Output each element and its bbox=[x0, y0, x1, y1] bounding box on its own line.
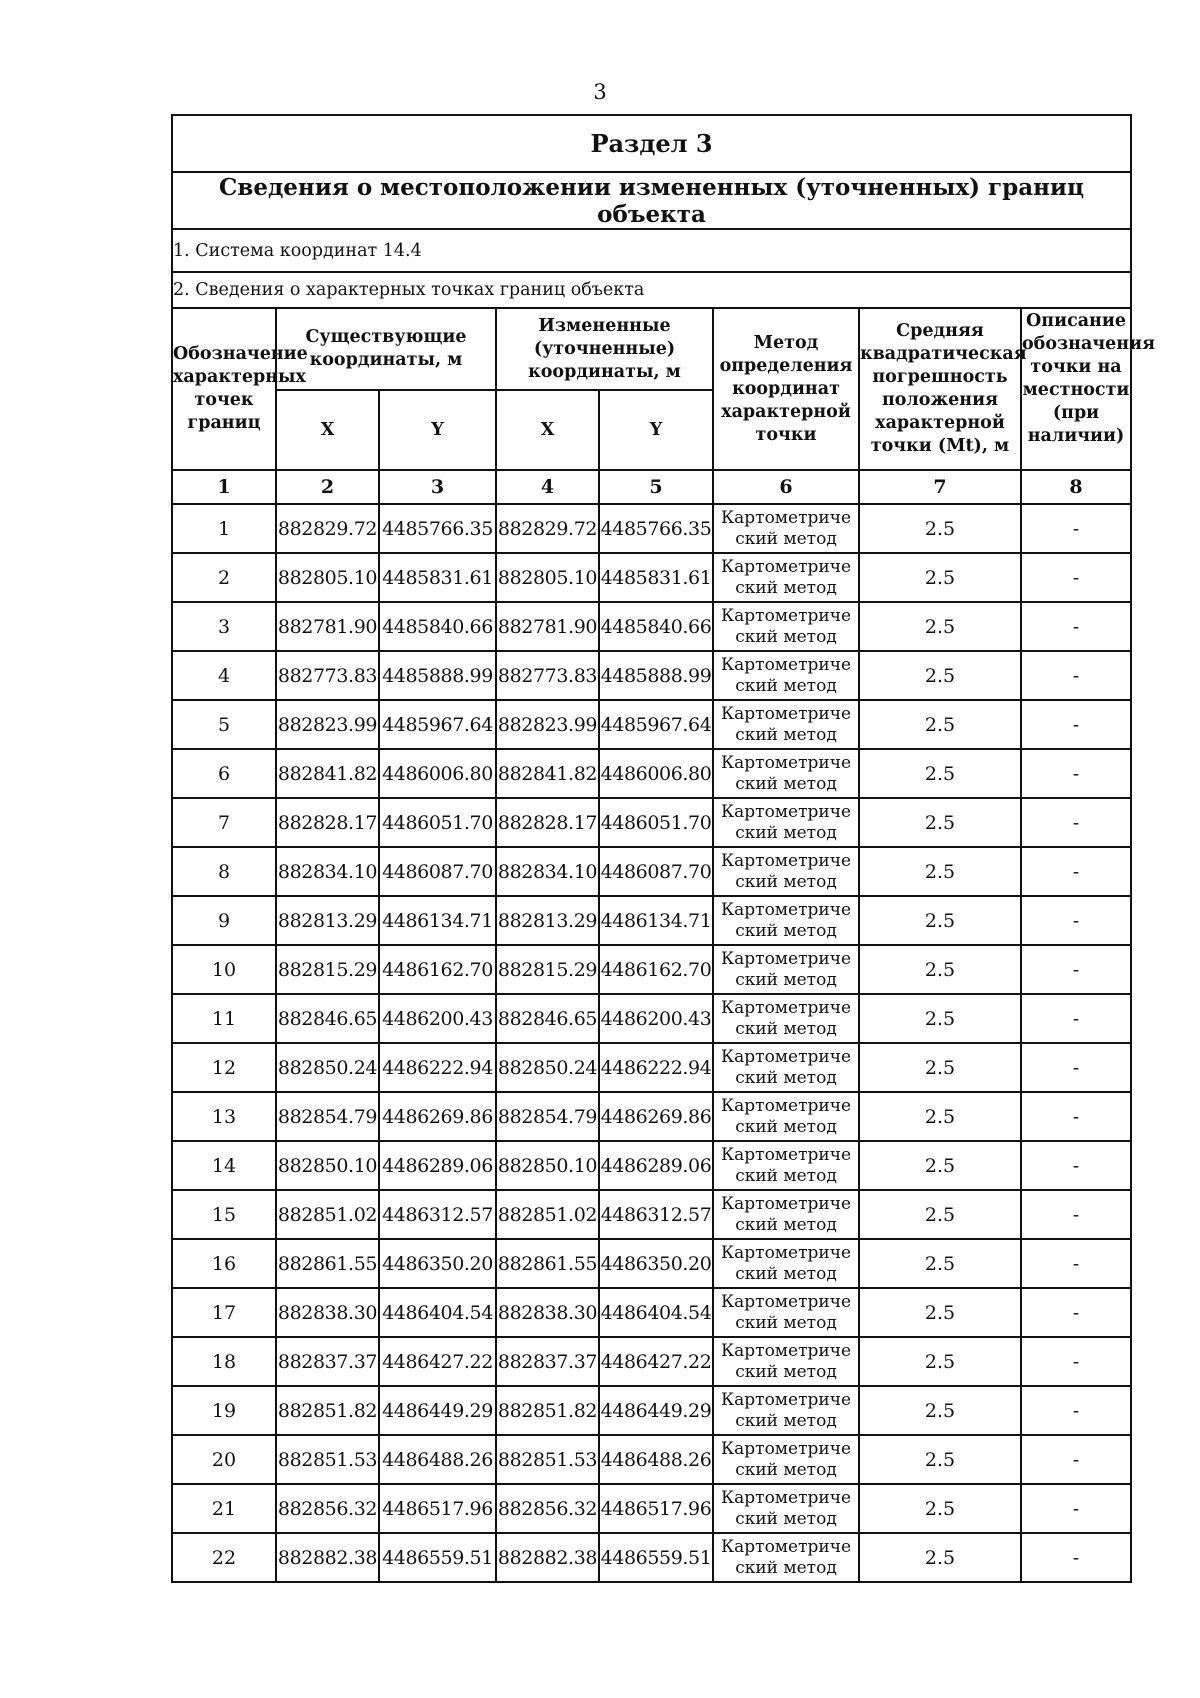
method-line-2: ский метод bbox=[735, 1459, 837, 1480]
method-line-1: Картометриче bbox=[720, 899, 851, 920]
mean-error-cell: 2.5 bbox=[859, 1239, 1021, 1288]
existing-x-cell: 882851.02 bbox=[276, 1190, 379, 1239]
table-row bbox=[172, 896, 1131, 945]
point-number-cell: 14 bbox=[172, 1141, 276, 1190]
existing-x-cell: 882815.29 bbox=[276, 945, 379, 994]
existing-x-cell: 882846.65 bbox=[276, 994, 379, 1043]
changed-y-cell: 4486517.96 bbox=[599, 1484, 713, 1533]
description-cell: - bbox=[1021, 1092, 1131, 1141]
point-number-cell: 7 bbox=[172, 798, 276, 847]
method-line-2: ский метод bbox=[735, 1557, 837, 1578]
method-cell bbox=[713, 553, 859, 602]
method-cell bbox=[713, 651, 859, 700]
column-number: 1 bbox=[172, 470, 276, 504]
point-number-cell: 16 bbox=[172, 1239, 276, 1288]
existing-y-cell: 4486162.70 bbox=[379, 945, 496, 994]
mean-error-cell: 2.5 bbox=[859, 1337, 1021, 1386]
mean-error-cell: 2.5 bbox=[859, 1533, 1021, 1582]
changed-x-cell: 882846.65 bbox=[496, 994, 599, 1043]
mean-error-cell: 2.5 bbox=[859, 1386, 1021, 1435]
method-line-2: ский метод bbox=[735, 1410, 837, 1431]
method-cell bbox=[713, 798, 859, 847]
method-line-2: ский метод bbox=[735, 969, 837, 990]
mean-error-cell: 2.5 bbox=[859, 896, 1021, 945]
mean-error-cell: 2.5 bbox=[859, 700, 1021, 749]
existing-y-cell: 4485888.99 bbox=[379, 651, 496, 700]
description-cell: - bbox=[1021, 896, 1131, 945]
method-cell bbox=[713, 700, 859, 749]
points-heading: 2. Сведения о характерных точках границ объекта bbox=[172, 272, 1131, 308]
existing-y-cell: 4486517.96 bbox=[379, 1484, 496, 1533]
changed-y-cell: 4486006.80 bbox=[599, 749, 713, 798]
changed-x-cell: 882850.24 bbox=[496, 1043, 599, 1092]
method-line-2: ский метод bbox=[735, 1018, 837, 1039]
description-cell: - bbox=[1021, 651, 1131, 700]
header-point-designation: Обозначение характерных точек границ bbox=[172, 308, 276, 470]
changed-x-cell: 882851.02 bbox=[496, 1190, 599, 1239]
changed-y-cell: 4486200.43 bbox=[599, 994, 713, 1043]
description-cell: - bbox=[1021, 945, 1131, 994]
description-cell: - bbox=[1021, 749, 1131, 798]
table-row bbox=[172, 994, 1131, 1043]
table-row bbox=[172, 798, 1131, 847]
method-cell bbox=[713, 1043, 859, 1092]
table-row bbox=[172, 1239, 1131, 1288]
existing-x-cell: 882805.10 bbox=[276, 553, 379, 602]
method-cell bbox=[713, 896, 859, 945]
table-row bbox=[172, 1337, 1131, 1386]
existing-x-cell: 882813.29 bbox=[276, 896, 379, 945]
description-cell: - bbox=[1021, 847, 1131, 896]
point-number-cell: 19 bbox=[172, 1386, 276, 1435]
mean-error-cell: 2.5 bbox=[859, 1484, 1021, 1533]
header-changed-y: Y bbox=[599, 390, 713, 470]
existing-x-cell: 882838.30 bbox=[276, 1288, 379, 1337]
description-cell: - bbox=[1021, 1484, 1131, 1533]
table-row bbox=[172, 602, 1131, 651]
existing-x-cell: 882856.32 bbox=[276, 1484, 379, 1533]
table-row bbox=[172, 1435, 1131, 1484]
existing-x-cell: 882882.38 bbox=[276, 1533, 379, 1582]
existing-y-cell: 4486222.94 bbox=[379, 1043, 496, 1092]
header-description: Описание обозначения точки на местности (при наличии) bbox=[1021, 308, 1131, 470]
changed-y-cell: 4486488.26 bbox=[599, 1435, 713, 1484]
existing-x-cell: 882834.10 bbox=[276, 847, 379, 896]
method-line-1: Картометриче bbox=[720, 1046, 851, 1067]
table-row bbox=[172, 1484, 1131, 1533]
existing-y-cell: 4486087.70 bbox=[379, 847, 496, 896]
mean-error-cell: 2.5 bbox=[859, 1190, 1021, 1239]
method-line-2: ский метод bbox=[735, 724, 837, 745]
existing-y-cell: 4486289.06 bbox=[379, 1141, 496, 1190]
point-number-cell: 6 bbox=[172, 749, 276, 798]
method-line-1: Картометриче bbox=[720, 1291, 851, 1312]
existing-x-cell: 882861.55 bbox=[276, 1239, 379, 1288]
method-line-1: Картометриче bbox=[720, 1144, 851, 1165]
method-line-1: Картометриче bbox=[720, 556, 851, 577]
mean-error-cell: 2.5 bbox=[859, 1141, 1021, 1190]
description-cell: - bbox=[1021, 700, 1131, 749]
method-line-2: ский метод bbox=[735, 1165, 837, 1186]
section-title: Раздел 3 bbox=[172, 115, 1131, 172]
point-number-cell: 1 bbox=[172, 504, 276, 553]
header-mean-error: Средняя квадратическая погрешность положения характерной точки (Mt), м bbox=[859, 308, 1021, 470]
point-number-cell: 22 bbox=[172, 1533, 276, 1582]
existing-x-cell: 882854.79 bbox=[276, 1092, 379, 1141]
changed-y-cell: 4486559.51 bbox=[599, 1533, 713, 1582]
changed-x-cell: 882838.30 bbox=[496, 1288, 599, 1337]
method-cell bbox=[713, 1435, 859, 1484]
changed-x-cell: 882813.29 bbox=[496, 896, 599, 945]
method-line-1: Картометриче bbox=[720, 801, 851, 822]
existing-x-cell: 882823.99 bbox=[276, 700, 379, 749]
header-method: Метод определения координат характерной точки bbox=[713, 308, 859, 470]
method-cell bbox=[713, 1288, 859, 1337]
method-line-1: Картометриче bbox=[720, 948, 851, 969]
changed-x-cell: 882856.32 bbox=[496, 1484, 599, 1533]
method-cell bbox=[713, 945, 859, 994]
method-line-2: ский метод bbox=[735, 1508, 837, 1529]
description-cell: - bbox=[1021, 994, 1131, 1043]
changed-y-cell: 4486269.86 bbox=[599, 1092, 713, 1141]
changed-x-cell: 882861.55 bbox=[496, 1239, 599, 1288]
changed-x-cell: 882854.79 bbox=[496, 1092, 599, 1141]
changed-x-cell: 882841.82 bbox=[496, 749, 599, 798]
description-cell: - bbox=[1021, 1043, 1131, 1092]
method-line-2: ский метод bbox=[735, 1361, 837, 1382]
point-number-cell: 2 bbox=[172, 553, 276, 602]
description-cell: - bbox=[1021, 1435, 1131, 1484]
mean-error-cell: 2.5 bbox=[859, 602, 1021, 651]
changed-x-cell: 882815.29 bbox=[496, 945, 599, 994]
existing-x-cell: 882851.53 bbox=[276, 1435, 379, 1484]
method-line-2: ский метод bbox=[735, 822, 837, 843]
point-number-cell: 5 bbox=[172, 700, 276, 749]
existing-x-cell: 882850.10 bbox=[276, 1141, 379, 1190]
point-number-cell: 18 bbox=[172, 1337, 276, 1386]
point-number-cell: 3 bbox=[172, 602, 276, 651]
existing-y-cell: 4486488.26 bbox=[379, 1435, 496, 1484]
changed-x-cell: 882834.10 bbox=[496, 847, 599, 896]
changed-y-cell: 4485840.66 bbox=[599, 602, 713, 651]
existing-y-cell: 4486350.20 bbox=[379, 1239, 496, 1288]
method-line-2: ский метод bbox=[735, 528, 837, 549]
method-line-1: Картометриче bbox=[720, 997, 851, 1018]
table-row bbox=[172, 504, 1131, 553]
changed-y-cell: 4486404.54 bbox=[599, 1288, 713, 1337]
changed-y-cell: 4486222.94 bbox=[599, 1043, 713, 1092]
changed-x-cell: 882823.99 bbox=[496, 700, 599, 749]
header-existing-coords: Существующие координаты, м bbox=[276, 308, 496, 390]
point-number-cell: 17 bbox=[172, 1288, 276, 1337]
changed-y-cell: 4486289.06 bbox=[599, 1141, 713, 1190]
method-cell bbox=[713, 1239, 859, 1288]
changed-y-cell: 4485766.35 bbox=[599, 504, 713, 553]
existing-y-cell: 4486449.29 bbox=[379, 1386, 496, 1435]
mean-error-cell: 2.5 bbox=[859, 1288, 1021, 1337]
point-number-cell: 10 bbox=[172, 945, 276, 994]
existing-x-cell: 882828.17 bbox=[276, 798, 379, 847]
table-row bbox=[172, 1043, 1131, 1092]
method-line-1: Картометриче bbox=[720, 1438, 851, 1459]
coordinate-system-line: 1. Система координат 14.4 bbox=[172, 229, 1131, 272]
point-number-cell: 15 bbox=[172, 1190, 276, 1239]
point-number-cell: 8 bbox=[172, 847, 276, 896]
method-cell bbox=[713, 504, 859, 553]
description-cell: - bbox=[1021, 504, 1131, 553]
changed-y-cell: 4485967.64 bbox=[599, 700, 713, 749]
table-row bbox=[172, 1141, 1131, 1190]
changed-y-cell: 4486162.70 bbox=[599, 945, 713, 994]
method-line-2: ский метод bbox=[735, 920, 837, 941]
changed-x-cell: 882805.10 bbox=[496, 553, 599, 602]
method-line-1: Картометриче bbox=[720, 1193, 851, 1214]
changed-y-cell: 4486312.57 bbox=[599, 1190, 713, 1239]
method-line-1: Картометриче bbox=[720, 1340, 851, 1361]
existing-x-cell: 882841.82 bbox=[276, 749, 379, 798]
changed-y-cell: 4486449.29 bbox=[599, 1386, 713, 1435]
existing-y-cell: 4486051.70 bbox=[379, 798, 496, 847]
changed-y-cell: 4485831.61 bbox=[599, 553, 713, 602]
existing-y-cell: 4485831.61 bbox=[379, 553, 496, 602]
point-number-cell: 11 bbox=[172, 994, 276, 1043]
existing-y-cell: 4486559.51 bbox=[379, 1533, 496, 1582]
changed-y-cell: 4486350.20 bbox=[599, 1239, 713, 1288]
point-number-cell: 4 bbox=[172, 651, 276, 700]
point-number-cell: 21 bbox=[172, 1484, 276, 1533]
method-cell bbox=[713, 1386, 859, 1435]
changed-x-cell: 882828.17 bbox=[496, 798, 599, 847]
method-line-1: Картометриче bbox=[720, 654, 851, 675]
method-line-2: ский метод bbox=[735, 675, 837, 696]
mean-error-cell: 2.5 bbox=[859, 651, 1021, 700]
changed-y-cell: 4486087.70 bbox=[599, 847, 713, 896]
description-cell: - bbox=[1021, 1288, 1131, 1337]
point-number-cell: 20 bbox=[172, 1435, 276, 1484]
method-cell bbox=[713, 1141, 859, 1190]
method-line-1: Картометриче bbox=[720, 703, 851, 724]
method-line-1: Картометриче bbox=[720, 1536, 851, 1557]
method-line-1: Картометриче bbox=[720, 1487, 851, 1508]
method-line-2: ский метод bbox=[735, 773, 837, 794]
existing-y-cell: 4486427.22 bbox=[379, 1337, 496, 1386]
table-row bbox=[172, 1190, 1131, 1239]
method-cell bbox=[713, 1533, 859, 1582]
method-line-2: ский метод bbox=[735, 871, 837, 892]
existing-y-cell: 4485840.66 bbox=[379, 602, 496, 651]
existing-y-cell: 4485766.35 bbox=[379, 504, 496, 553]
existing-x-cell: 882850.24 bbox=[276, 1043, 379, 1092]
existing-y-cell: 4485967.64 bbox=[379, 700, 496, 749]
changed-x-cell: 882882.38 bbox=[496, 1533, 599, 1582]
table-row bbox=[172, 1288, 1131, 1337]
changed-x-cell: 882850.10 bbox=[496, 1141, 599, 1190]
existing-x-cell: 882837.37 bbox=[276, 1337, 379, 1386]
method-cell bbox=[713, 1190, 859, 1239]
existing-x-cell: 882851.82 bbox=[276, 1386, 379, 1435]
header-existing-x: X bbox=[276, 390, 379, 470]
existing-x-cell: 882781.90 bbox=[276, 602, 379, 651]
page-number: 3 bbox=[593, 80, 607, 104]
changed-y-cell: 4486427.22 bbox=[599, 1337, 713, 1386]
mean-error-cell: 2.5 bbox=[859, 1435, 1021, 1484]
boundary-points-table bbox=[171, 114, 1155, 1583]
point-number-cell: 9 bbox=[172, 896, 276, 945]
changed-x-cell: 882781.90 bbox=[496, 602, 599, 651]
column-number: 8 bbox=[1021, 470, 1131, 504]
method-line-1: Картометриче bbox=[720, 1242, 851, 1263]
mean-error-cell: 2.5 bbox=[859, 945, 1021, 994]
table-row bbox=[172, 651, 1131, 700]
existing-y-cell: 4486006.80 bbox=[379, 749, 496, 798]
mean-error-cell: 2.5 bbox=[859, 1092, 1021, 1141]
changed-x-cell: 882773.83 bbox=[496, 651, 599, 700]
description-cell: - bbox=[1021, 553, 1131, 602]
mean-error-cell: 2.5 bbox=[859, 994, 1021, 1043]
description-cell: - bbox=[1021, 798, 1131, 847]
changed-y-cell: 4486051.70 bbox=[599, 798, 713, 847]
description-cell: - bbox=[1021, 1239, 1131, 1288]
column-number: 3 bbox=[379, 470, 496, 504]
column-number: 5 bbox=[599, 470, 713, 504]
mean-error-cell: 2.5 bbox=[859, 504, 1021, 553]
method-cell bbox=[713, 994, 859, 1043]
column-number: 6 bbox=[713, 470, 859, 504]
method-line-1: Картометриче bbox=[720, 850, 851, 871]
column-number: 7 bbox=[859, 470, 1021, 504]
table-row bbox=[172, 847, 1131, 896]
method-cell bbox=[713, 602, 859, 651]
method-line-1: Картометриче bbox=[720, 605, 851, 626]
mean-error-cell: 2.5 bbox=[859, 749, 1021, 798]
method-cell bbox=[713, 847, 859, 896]
table-row bbox=[172, 1092, 1131, 1141]
changed-x-cell: 882829.72 bbox=[496, 504, 599, 553]
existing-x-cell: 882773.83 bbox=[276, 651, 379, 700]
table-row bbox=[172, 1386, 1131, 1435]
description-cell: - bbox=[1021, 1141, 1131, 1190]
method-cell bbox=[713, 1337, 859, 1386]
description-cell: - bbox=[1021, 1337, 1131, 1386]
mean-error-cell: 2.5 bbox=[859, 847, 1021, 896]
table-row bbox=[172, 945, 1131, 994]
existing-y-cell: 4486269.86 bbox=[379, 1092, 496, 1141]
column-number: 2 bbox=[276, 470, 379, 504]
method-line-2: ский метод bbox=[735, 626, 837, 647]
existing-y-cell: 4486134.71 bbox=[379, 896, 496, 945]
existing-y-cell: 4486404.54 bbox=[379, 1288, 496, 1337]
existing-x-cell: 882829.72 bbox=[276, 504, 379, 553]
table-row bbox=[172, 553, 1131, 602]
method-line-2: ский метод bbox=[735, 1116, 837, 1137]
header-changed-coords: Измененные (уточненные) координаты, м bbox=[496, 308, 713, 390]
method-cell bbox=[713, 1484, 859, 1533]
section-subtitle: Сведения о местоположении измененных (уточненных) границ объекта bbox=[172, 172, 1131, 229]
changed-y-cell: 4485888.99 bbox=[599, 651, 713, 700]
method-line-1: Картометриче bbox=[720, 1389, 851, 1410]
changed-x-cell: 882837.37 bbox=[496, 1337, 599, 1386]
method-line-2: ский метод bbox=[735, 1312, 837, 1333]
changed-x-cell: 882851.53 bbox=[496, 1435, 599, 1484]
column-number: 4 bbox=[496, 470, 599, 504]
description-cell: - bbox=[1021, 602, 1131, 651]
method-line-1: Картометриче bbox=[720, 507, 851, 528]
point-number-cell: 12 bbox=[172, 1043, 276, 1092]
description-cell: - bbox=[1021, 1533, 1131, 1582]
existing-y-cell: 4486312.57 bbox=[379, 1190, 496, 1239]
mean-error-cell: 2.5 bbox=[859, 1043, 1021, 1092]
point-number-cell: 13 bbox=[172, 1092, 276, 1141]
method-line-1: Картометриче bbox=[720, 752, 851, 773]
table-row bbox=[172, 1533, 1131, 1582]
description-cell: - bbox=[1021, 1190, 1131, 1239]
method-line-2: ский метод bbox=[735, 577, 837, 598]
description-cell: - bbox=[1021, 1386, 1131, 1435]
table-row bbox=[172, 749, 1131, 798]
mean-error-cell: 2.5 bbox=[859, 553, 1021, 602]
changed-y-cell: 4486134.71 bbox=[599, 896, 713, 945]
method-cell bbox=[713, 749, 859, 798]
method-line-2: ский метод bbox=[735, 1214, 837, 1235]
table-row bbox=[172, 700, 1131, 749]
existing-y-cell: 4486200.43 bbox=[379, 994, 496, 1043]
method-line-2: ский метод bbox=[735, 1067, 837, 1088]
header-changed-x: X bbox=[496, 390, 599, 470]
method-cell bbox=[713, 1092, 859, 1141]
mean-error-cell: 2.5 bbox=[859, 798, 1021, 847]
method-line-1: Картометриче bbox=[720, 1095, 851, 1116]
changed-x-cell: 882851.82 bbox=[496, 1386, 599, 1435]
header-existing-y: Y bbox=[379, 390, 496, 470]
method-line-2: ский метод bbox=[735, 1263, 837, 1284]
